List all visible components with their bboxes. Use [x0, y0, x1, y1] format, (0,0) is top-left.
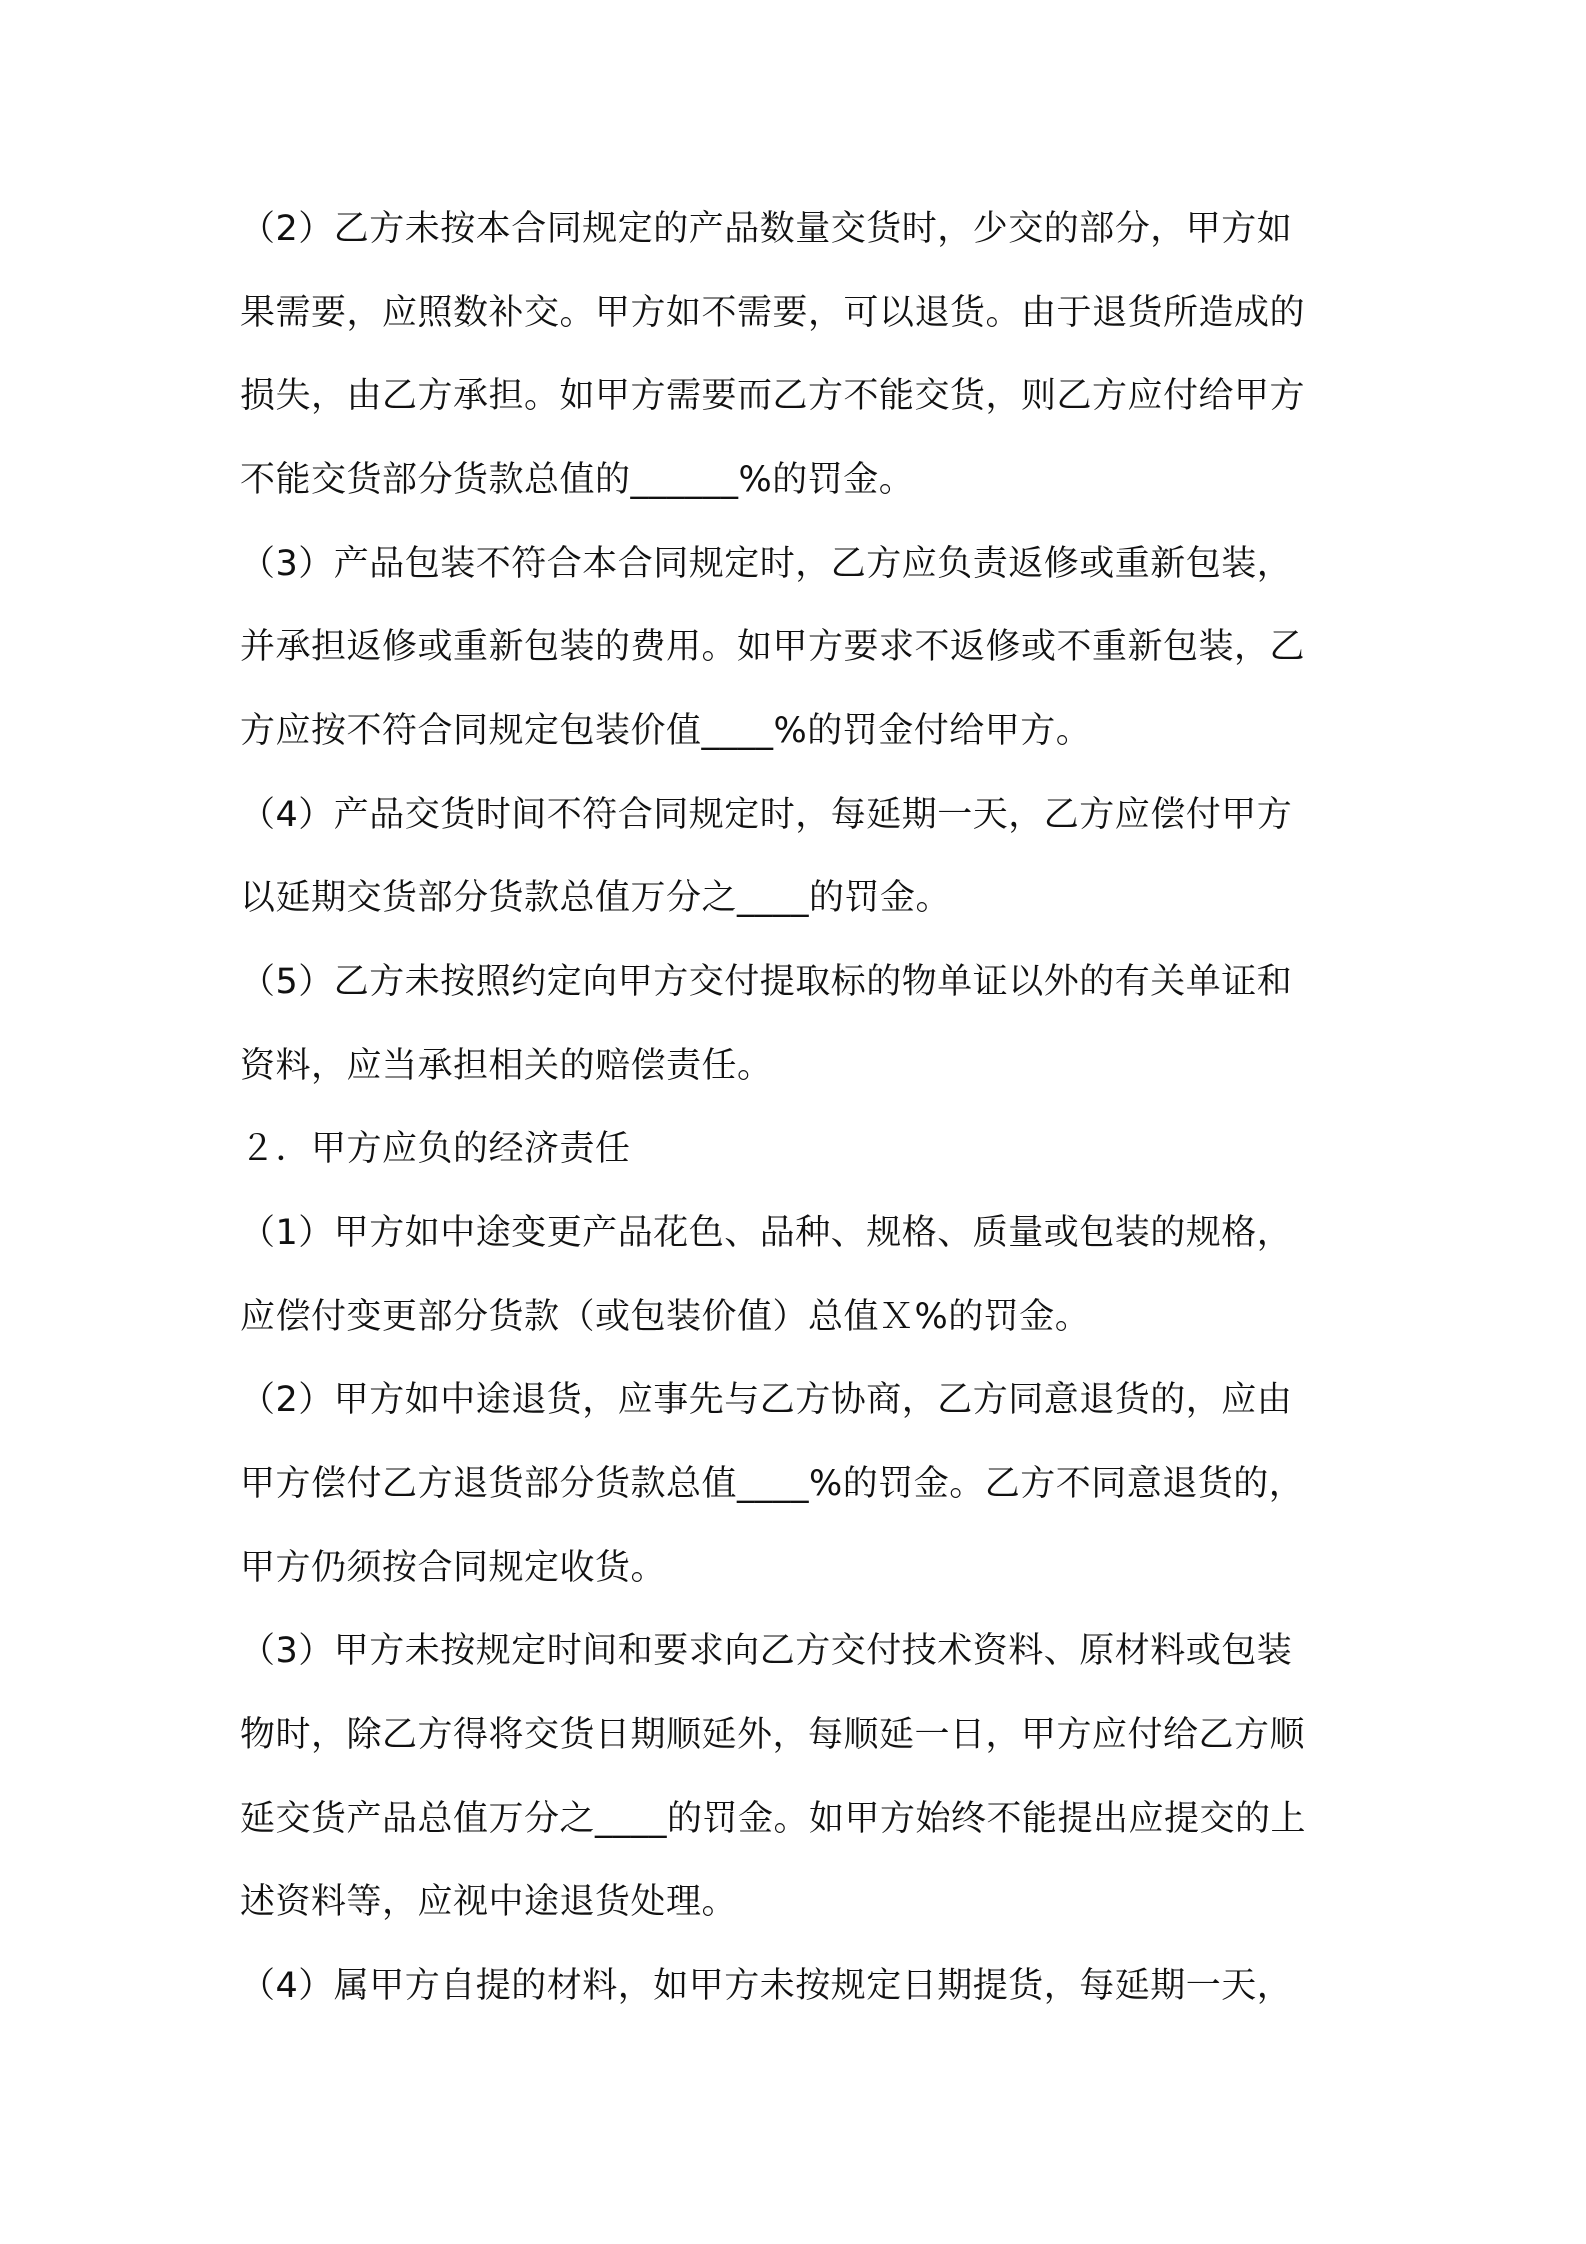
text-line: （3）产品包装不符合本合同规定时，乙方应负责返修或重新包装， [240, 544, 1293, 584]
text-line: （1）甲方如中途变更产品花色、品种、规格、质量或包装的规格， [240, 1213, 1293, 1253]
text-line: 述资料等，应视中途退货处理。 [240, 1882, 738, 1922]
text-line: 损失，由乙方承担。如甲方需要而乙方不能交货，则乙方应付给甲方 [240, 376, 1306, 416]
text-line: 甲方仍须按合同规定收货。 [240, 1548, 667, 1588]
text-line: （2）乙方未按本合同规定的产品数量交货时，少交的部分，甲方如 [240, 209, 1293, 249]
text-line [240, 2040, 1350, 2100]
text-line: （4）属甲方自提的材料，如甲方未按规定日期提货，每延期一天， [240, 1966, 1293, 2006]
text-line: 果需要，应照数补交。甲方如不需要，可以退货。由于退货所造成的 [240, 293, 1306, 333]
section-heading: ２．甲方应负的经济责任 [240, 1129, 631, 1169]
text-line: （5）乙方未按照约定向甲方交付提取标的物单证以外的有关单证和 [240, 962, 1293, 1002]
text-line: 不能交货部分货款总值的______%的罚金。 [240, 460, 915, 500]
text-line: 甲方偿付乙方退货部分货款总值____%的罚金。乙方不同意退货的， [240, 1464, 1305, 1504]
text-line: 延交货产品总值万分之____的罚金。如甲方始终不能提出应提交的上 [240, 1799, 1307, 1839]
text-line: 并承担返修或重新包装的费用。如甲方要求不返修或不重新包装，乙 [240, 627, 1306, 667]
text-line: （4）产品交货时间不符合同规定时，每延期一天，乙方应偿付甲方 [240, 795, 1293, 835]
text-line: 以延期交货部分货款总值万分之____的罚金。 [240, 878, 952, 918]
text-line: （3）甲方未按规定时间和要求向乙方交付技术资料、原材料或包装 [240, 1631, 1293, 1671]
text-line: 物时，除乙方得将交货日期顺延外，每顺延一日，甲方应付给乙方顺 [240, 1715, 1306, 1755]
text-line: 方应按不符合同规定包装价值____%的罚金付给甲方。 [240, 711, 1092, 751]
text-line: 应偿付变更部分货款（或包装价值）总值Ｘ%的罚金。 [240, 1297, 1091, 1337]
text-line: （2）甲方如中途退货，应事先与乙方协商，乙方同意退货的，应由 [240, 1380, 1293, 1420]
text-line: 资料，应当承担相关的赔偿责任。 [240, 1046, 773, 1086]
